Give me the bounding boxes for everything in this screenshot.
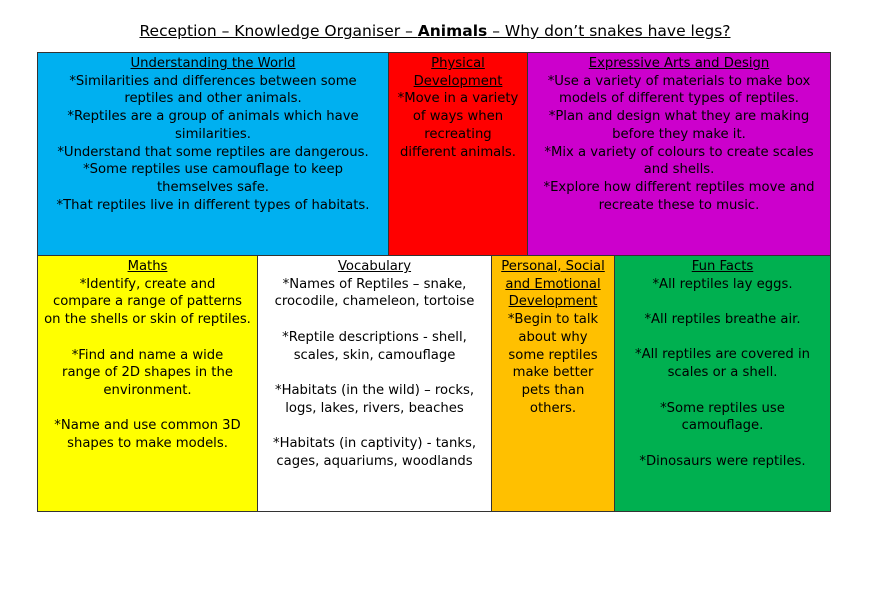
expressive-arts-cell — [528, 53, 831, 256]
personal-social-line: *Begin to talk — [507, 312, 599, 328]
expressive-arts-line: recreate these to music. — [598, 197, 760, 213]
expressive-arts-lines — [532, 73, 826, 215]
fun-facts-cell — [615, 256, 831, 512]
fun-facts-line: camouflage. — [681, 418, 764, 434]
vocabulary-heading: Vocabulary — [337, 259, 412, 274]
fun-facts-spacer — [619, 329, 826, 347]
maths-line: on the shells or skin of reptiles. — [44, 312, 251, 328]
expressive-arts-heading: Expressive Arts and Design — [588, 56, 770, 71]
fun-facts-spacer — [619, 293, 826, 311]
physical-development-line: different animals. — [400, 144, 516, 160]
maths-heading: Maths — [127, 259, 168, 274]
expressive-arts-line: *Plan and design what they are making — [548, 109, 810, 125]
page-title — [0, 22, 870, 40]
maths-spacer — [42, 400, 253, 418]
maths-line: shapes to make models. — [67, 436, 228, 451]
vocabulary-line: crocodile, chameleon, tortoise — [274, 294, 475, 310]
understanding-world-line: themselves safe. — [156, 179, 270, 195]
expressive-arts-line: *Use a variety of materials to make box — [547, 73, 811, 89]
fun-facts-line: *All reptiles are covered in — [634, 347, 810, 363]
fun-facts-line: *All reptiles lay eggs. — [652, 276, 793, 292]
understanding-world-line: *Understand that some reptiles are dangerous. — [57, 144, 369, 160]
physical-development-cell — [389, 53, 528, 256]
understanding-world-lines — [42, 73, 384, 215]
fun-facts-spacer — [619, 382, 826, 400]
vocabulary-line: logs, lakes, rivers, beaches — [285, 400, 464, 416]
expressive-arts-line: *Mix a variety of colours to create scales — [544, 144, 814, 160]
physical-development-heading-2: Development — [413, 73, 503, 89]
physical-development-line: of ways when — [412, 109, 504, 125]
maths-spacer — [42, 329, 253, 347]
title-prefix: Reception – Knowledge Organiser – — [139, 22, 418, 40]
expressive-arts-line: before they make it. — [612, 126, 746, 142]
personal-social-cell — [492, 256, 615, 512]
personal-social-line: pets than — [521, 382, 585, 398]
expressive-arts-line: *Explore how different reptiles move and — [543, 179, 815, 195]
maths-line: range of 2D shapes in the — [62, 365, 233, 381]
title-topic: Animals — [417, 22, 488, 40]
understanding-world-line: *Reptiles are a group of animals which have — [67, 109, 359, 125]
vocabulary-line: *Habitats (in captivity) - tanks, — [272, 435, 477, 451]
vocabulary-line: *Habitats (in the wild) – rocks, — [274, 382, 475, 398]
knowledge-organiser-grid — [37, 52, 831, 512]
understanding-world-heading: Understanding the World — [130, 56, 296, 71]
vocabulary-lines — [262, 276, 487, 471]
physical-development-heading-1: Physical — [431, 56, 485, 71]
fun-facts-line: *All reptiles breathe air. — [644, 312, 801, 328]
understanding-world-line: *Some reptiles use camouflage to keep — [83, 162, 343, 178]
fun-facts-spacer — [619, 435, 826, 453]
physical-development-lines — [393, 90, 523, 161]
vocabulary-spacer — [262, 417, 487, 435]
understanding-world-line: *Similarities and differences between some — [69, 73, 357, 89]
vocabulary-line: scales, skin, camouflage — [293, 347, 456, 363]
personal-social-lines — [496, 311, 610, 417]
personal-social-heading-1: Personal, Social — [501, 259, 605, 274]
fun-facts-lines — [619, 276, 826, 471]
fun-facts-line: *Some reptiles use — [660, 400, 785, 416]
vocabulary-cell — [258, 256, 492, 512]
personal-social-line: make better — [512, 365, 594, 381]
fun-facts-line: *Dinosaurs were reptiles. — [639, 453, 806, 469]
vocabulary-line: *Reptile descriptions - shell, — [282, 329, 467, 345]
personal-social-line: some reptiles — [508, 347, 598, 363]
maths-line: *Name and use common 3D — [54, 418, 241, 434]
maths-line: environment. — [103, 382, 192, 398]
expressive-arts-line: and shells. — [643, 162, 715, 178]
maths-cell — [38, 256, 258, 512]
title-suffix: – Why don’t snakes have legs? — [487, 22, 731, 40]
maths-lines — [42, 276, 253, 453]
understanding-world-cell — [38, 53, 389, 256]
vocabulary-spacer — [262, 364, 487, 382]
fun-facts-line: scales or a shell. — [667, 365, 778, 381]
understanding-world-line: *That reptiles live in different types of habitats. — [56, 197, 370, 213]
understanding-world-line: similarities. — [175, 126, 251, 142]
maths-line: *Find and name a wide — [71, 347, 224, 363]
personal-social-heading-3: Development — [508, 294, 598, 310]
maths-line: compare a range of patterns — [52, 294, 243, 310]
personal-social-line: others. — [529, 400, 577, 416]
maths-line: *Identify, create and — [79, 276, 216, 292]
understanding-world-line: reptiles and other animals. — [124, 91, 302, 107]
physical-development-line: recreating — [424, 126, 492, 142]
physical-development-line: *Move in a variety — [397, 91, 519, 107]
personal-social-heading-2: and Emotional — [505, 276, 601, 292]
vocabulary-spacer — [262, 311, 487, 329]
fun-facts-heading: Fun Facts — [691, 259, 754, 274]
expressive-arts-line: models of different types of reptiles. — [559, 91, 799, 107]
personal-social-line: about why — [518, 329, 588, 345]
vocabulary-line: *Names of Reptiles – snake, — [282, 276, 467, 292]
vocabulary-line: cages, aquariums, woodlands — [276, 453, 473, 469]
